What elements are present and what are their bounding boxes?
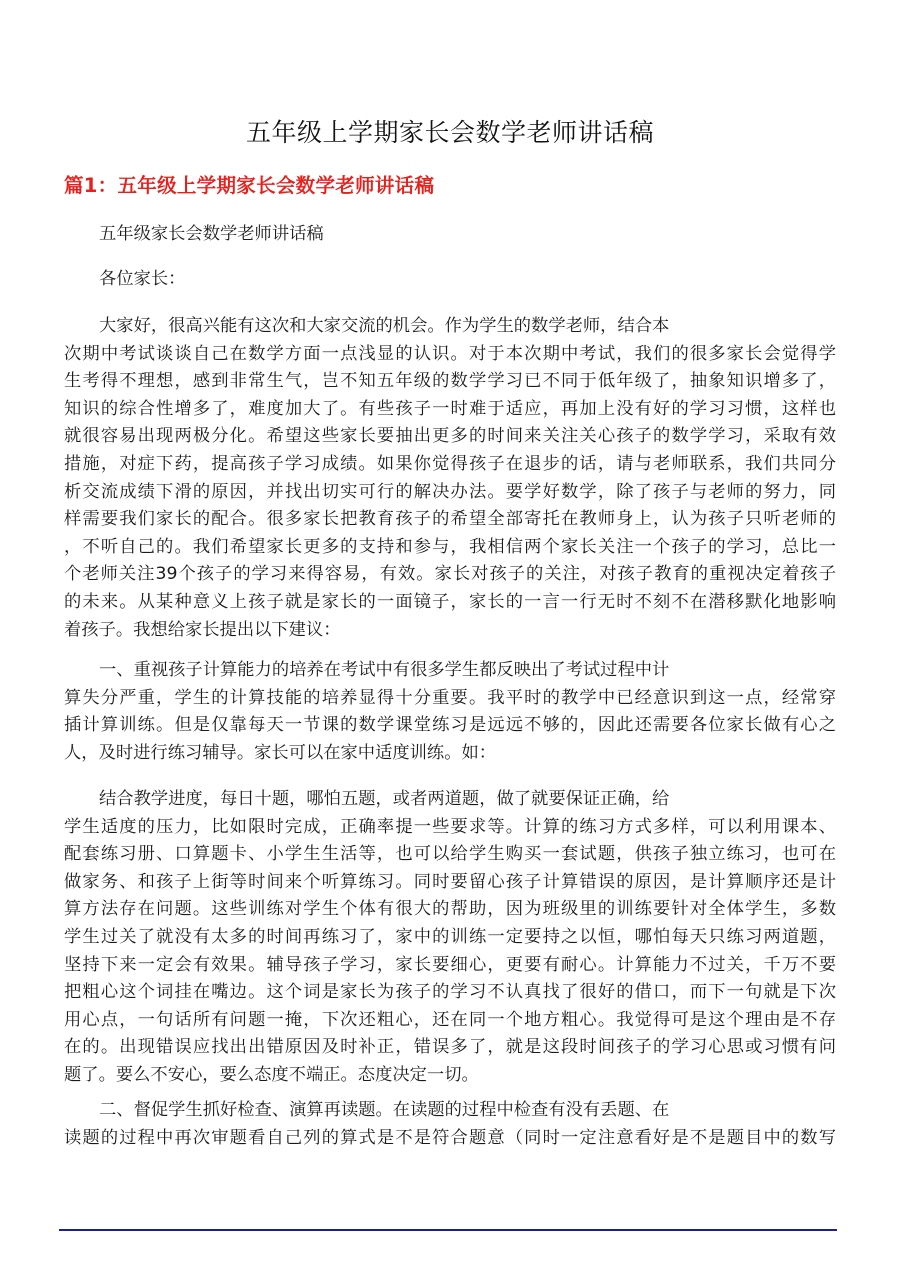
greeting-text: 各位家长： — [99, 269, 186, 289]
paragraph-line: 算方法存在问题。这些训练对学生个体有很大的帮助，因为班级里的训练要针对全体学生，多数 — [64, 899, 836, 920]
paragraph-suggestion-1 — [64, 657, 836, 767]
paragraph-line: 样需要我们家长的配合。很多家长把教育孩子的希望全部寄托在教师身上，认为孩子只听老师的 — [64, 509, 836, 530]
paragraph-line: 一、重视孩子计算能力的培养在考试中有很多学生都反映出了考试过程中计 — [99, 660, 670, 680]
paragraph-line: 大家好，很高兴能有这次和大家交流的机会。作为学生的数学老师，结合本 — [99, 316, 670, 336]
paragraph-line: 个老师关注39个孩子的学习来得容易，有效。家长对孩子的关注，对孩子教育的重视决定着孩子 — [64, 564, 836, 585]
paragraph-line: 在的。出现错误应找出出错原因及时补正，错误多了，就是这段时间孩子的学习心思或习惯有问 — [64, 1037, 836, 1058]
paragraph-suggestion-2 — [64, 1097, 836, 1152]
paragraph-line: 着孩子。我想给家长提出以下建议： — [64, 619, 341, 640]
paragraph-line: 做家务、和孩子上街等时间来个听算练习。同时要留心孩子计算错误的原因，是计算顺序还是计 — [64, 871, 836, 892]
paragraph-line: 的未来。从某种意义上孩子就是家长的一面镜子，家长的一言一行无时不刻不在潜移默化地影响 — [64, 591, 836, 612]
paragraph-line: 把粗心这个词挂在嘴边。这个词是家长为孩子的学习不认真找了很好的借口，而下一句就是下次 — [64, 982, 836, 1003]
paragraph-line: 结合教学进度，每日十题，哪怕五题，或者两道题，做了就要保证正确，给 — [99, 789, 670, 809]
paragraph-line: 学生适度的压力，比如限时完成，正确率提一些要求等。计算的练习方式多样，可以利用课本、 — [64, 816, 836, 837]
paragraph-line: 人，及时进行练习辅导。家长可以在家中适度训练。如： — [64, 742, 497, 763]
paragraph-line: 读题的过程中再次审题看自己列的算式是不是符合题意（同时一定注意看好是不是题目中的数写 — [64, 1127, 836, 1148]
paragraph-line: 就很容易出现两极分化。希望这些家长要抽出更多的时间来关注关心孩子的数学学习，采取有效 — [64, 426, 836, 447]
paragraph-line: 配套练习册、口算题卡、小学生生活等，也可以给学生购买一套试题，供孩子独立练习，也可在 — [64, 844, 836, 865]
greeting — [64, 266, 836, 294]
paragraph-line: ，不听自己的。我们希望家长更多的支持和参与，我相信两个家长关注一个孩子的学习，总比一 — [64, 536, 836, 557]
paragraph-line: 学生过关了就没有太多的时间再练习了，家中的训练一定要持之以恒，哪怕每天只练习两道题， — [64, 926, 836, 947]
paragraph-line: 生考得不理想，感到非常生气，岂不知五年级的数学学习已不同于低年级了，抽象知识增多了， — [64, 371, 836, 392]
paragraph-line: 用心点，一句话所有问题一掩，下次还粗心，还在同一个地方粗心。我觉得可是这个理由是不存 — [64, 1009, 836, 1030]
document-title: 五年级上学期家长会数学老师讲话稿 — [245, 118, 654, 147]
footer-divider — [59, 1229, 837, 1231]
paragraph-line: 算失分严重，学生的计算技能的培养显得十分重要。我平时的教学中已经意识到这一点，经常穿 — [64, 687, 836, 708]
paragraph-line: 坚持下来一定会有效果。辅导孩子学习，家长要细心，更要有耐心。计算能力不过关，千万不要 — [64, 954, 836, 975]
paragraph-intro — [64, 313, 836, 644]
paragraph-line: 次期中考试谈谈自己在数学方面一点浅显的认识。对于本次期中考试，我们的很多家长会觉得学 — [64, 343, 836, 364]
paragraph-line: 措施，对症下药，提高孩子学习成绩。如果你觉得孩子在退步的话，请与老师联系，我们共同分 — [64, 453, 836, 474]
paragraph-line: 析交流成绩下滑的原因，并找出切实可行的解决办法。要学好数学，除了孩子与老师的努力，同 — [64, 481, 836, 502]
paragraph-line: 插计算训练。但是仅靠每天一节课的数学课堂练习是远远不够的，因此还需要各位家长做有心之 — [64, 715, 836, 736]
paragraph-line: 二、督促学生抓好检查、演算再读题。在读题的过程中检查有没有丢题、在 — [99, 1100, 670, 1120]
paragraph-practice — [64, 786, 836, 1090]
paragraph-line: 题了。要么不安心，要么态度不端正。态度决定一切。 — [64, 1064, 479, 1085]
speech-subtitle — [64, 221, 836, 249]
subtitle-text: 五年级家长会数学老师讲话稿 — [99, 224, 324, 244]
section-heading: 篇1：五年级上学期家长会数学老师讲话稿 — [64, 174, 435, 197]
paragraph-line: 知识的综合性增多了，难度加大了。有些孩子一时难于适应，再加上没有好的学习习惯，这样也 — [64, 398, 836, 419]
